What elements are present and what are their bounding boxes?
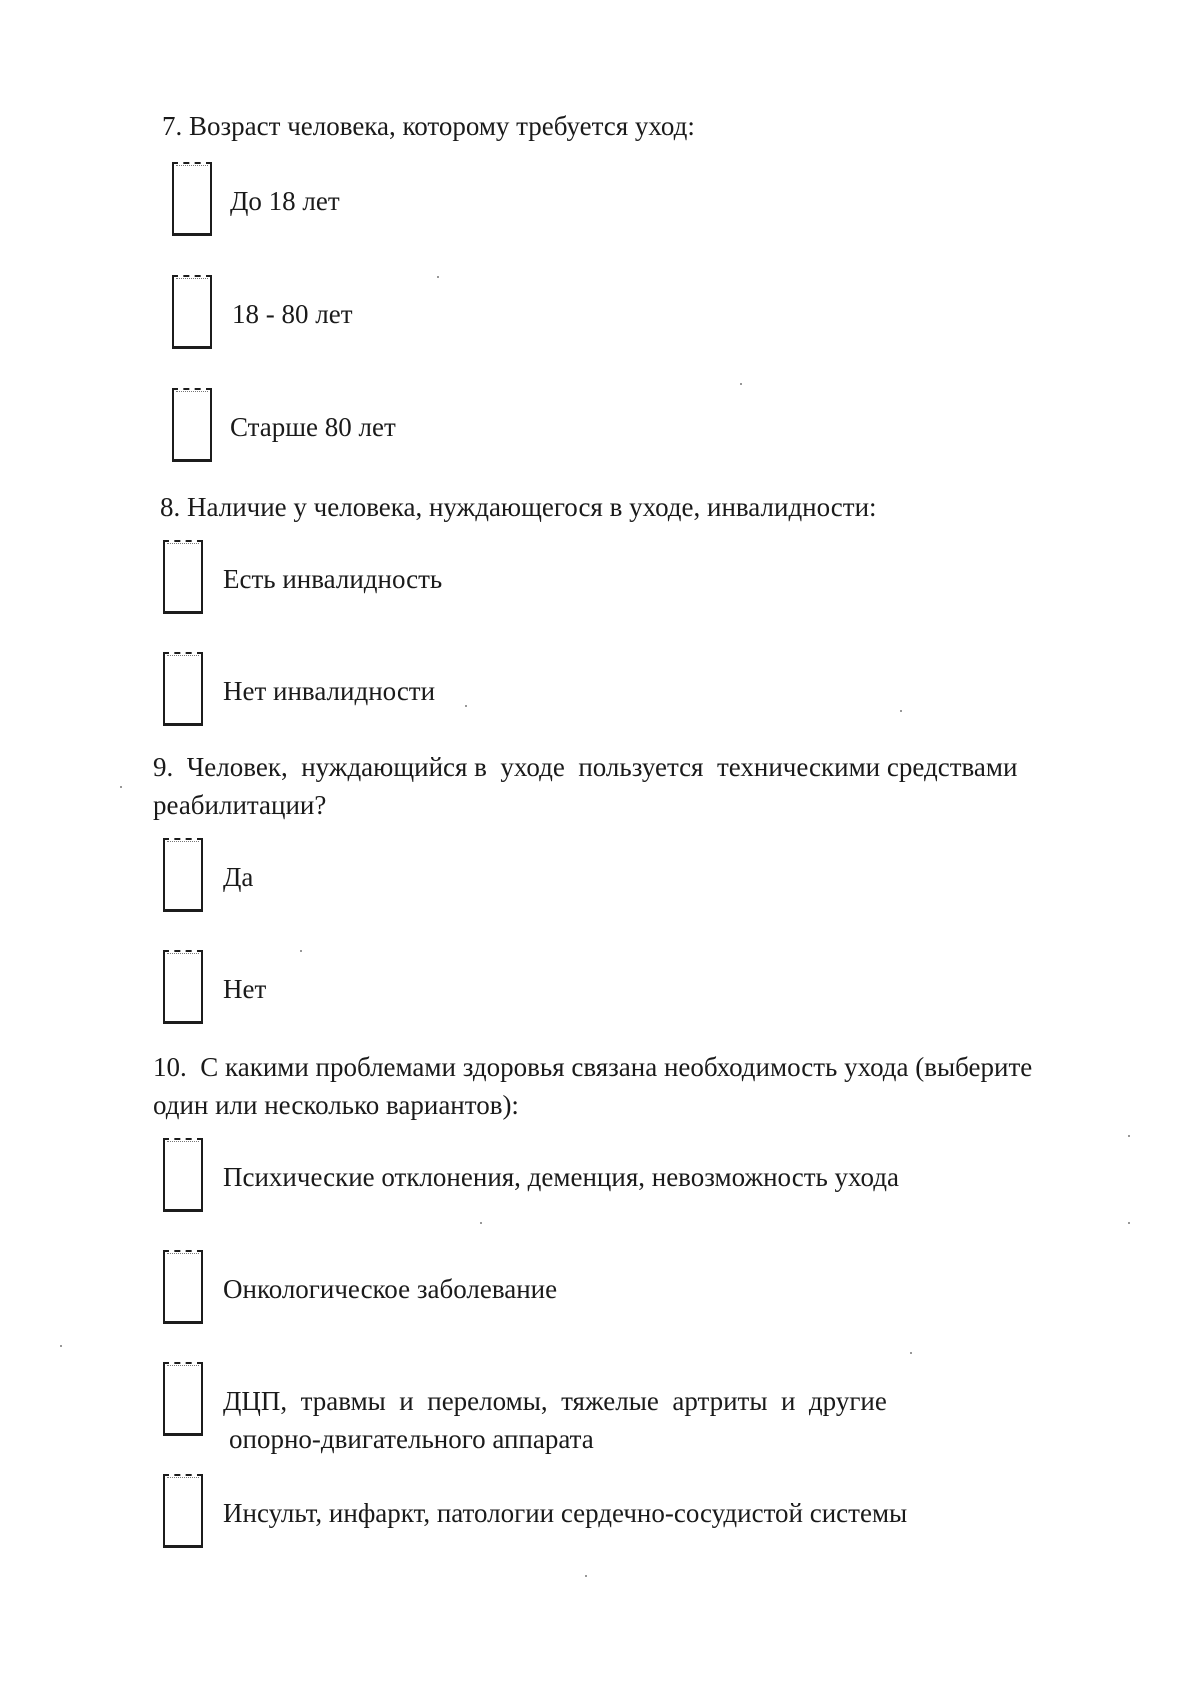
option-checkbox[interactable] [172, 162, 212, 236]
scan-speck [910, 1352, 912, 1354]
question-10-title-cont: один или несколько вариантов): [153, 1090, 519, 1120]
option-label: Да [223, 862, 254, 892]
option-checkbox[interactable] [163, 652, 203, 726]
option-label: До 18 лет [230, 186, 340, 216]
option-checkbox[interactable] [163, 1138, 203, 1212]
scan-speck [465, 705, 467, 707]
scan-speck [900, 710, 902, 712]
question-8-title: 8. Наличие у человека, нуждающегося в уходе, инвалидности: [160, 492, 877, 522]
option-label-cont: опорно-двигательного аппарата [229, 1424, 594, 1454]
option-label: Психические отклонения, деменция, невозможность ухода [223, 1162, 899, 1192]
option-label: Нет инвалидности [223, 676, 436, 706]
option-label: ДЦП, травмы и переломы, тяжелые артриты и другие [223, 1386, 887, 1416]
scan-speck [480, 1222, 482, 1224]
scan-speck [740, 383, 742, 385]
option-label: Инсульт, инфаркт, патологии сердечно-сосудистой системы [223, 1498, 908, 1528]
option-checkbox[interactable] [163, 540, 203, 614]
scan-speck [300, 950, 302, 952]
option-label: Онкологическое заболевание [223, 1274, 558, 1304]
option-checkbox[interactable] [172, 275, 212, 349]
option-checkbox[interactable] [172, 388, 212, 462]
scan-speck [1128, 1222, 1130, 1224]
question-10-title: 10. С какими проблемами здоровья связана необходимость ухода (выберите [153, 1052, 1033, 1082]
question-7-title: 7. Возраст человека, которому требуется уход: [162, 111, 695, 141]
question-9-title: 9. Человек, нуждающийся в уходе пользуется техническими средствами [153, 752, 1018, 782]
option-label: Старше 80 лет [230, 412, 396, 442]
option-label: Есть инвалидность [223, 564, 443, 594]
scan-speck [585, 1575, 587, 1577]
scan-speck [120, 786, 122, 788]
option-label: Нет [223, 974, 267, 1004]
option-label: 18 - 80 лет [232, 299, 353, 329]
scan-speck [437, 276, 439, 278]
option-checkbox[interactable] [163, 838, 203, 912]
scan-speck [1128, 1135, 1130, 1137]
option-checkbox[interactable] [163, 1250, 203, 1324]
question-9-title-cont: реабилитации? [153, 790, 327, 820]
option-checkbox[interactable] [163, 1474, 203, 1548]
option-checkbox[interactable] [163, 1362, 203, 1436]
scan-speck [60, 1345, 62, 1347]
option-checkbox[interactable] [163, 950, 203, 1024]
